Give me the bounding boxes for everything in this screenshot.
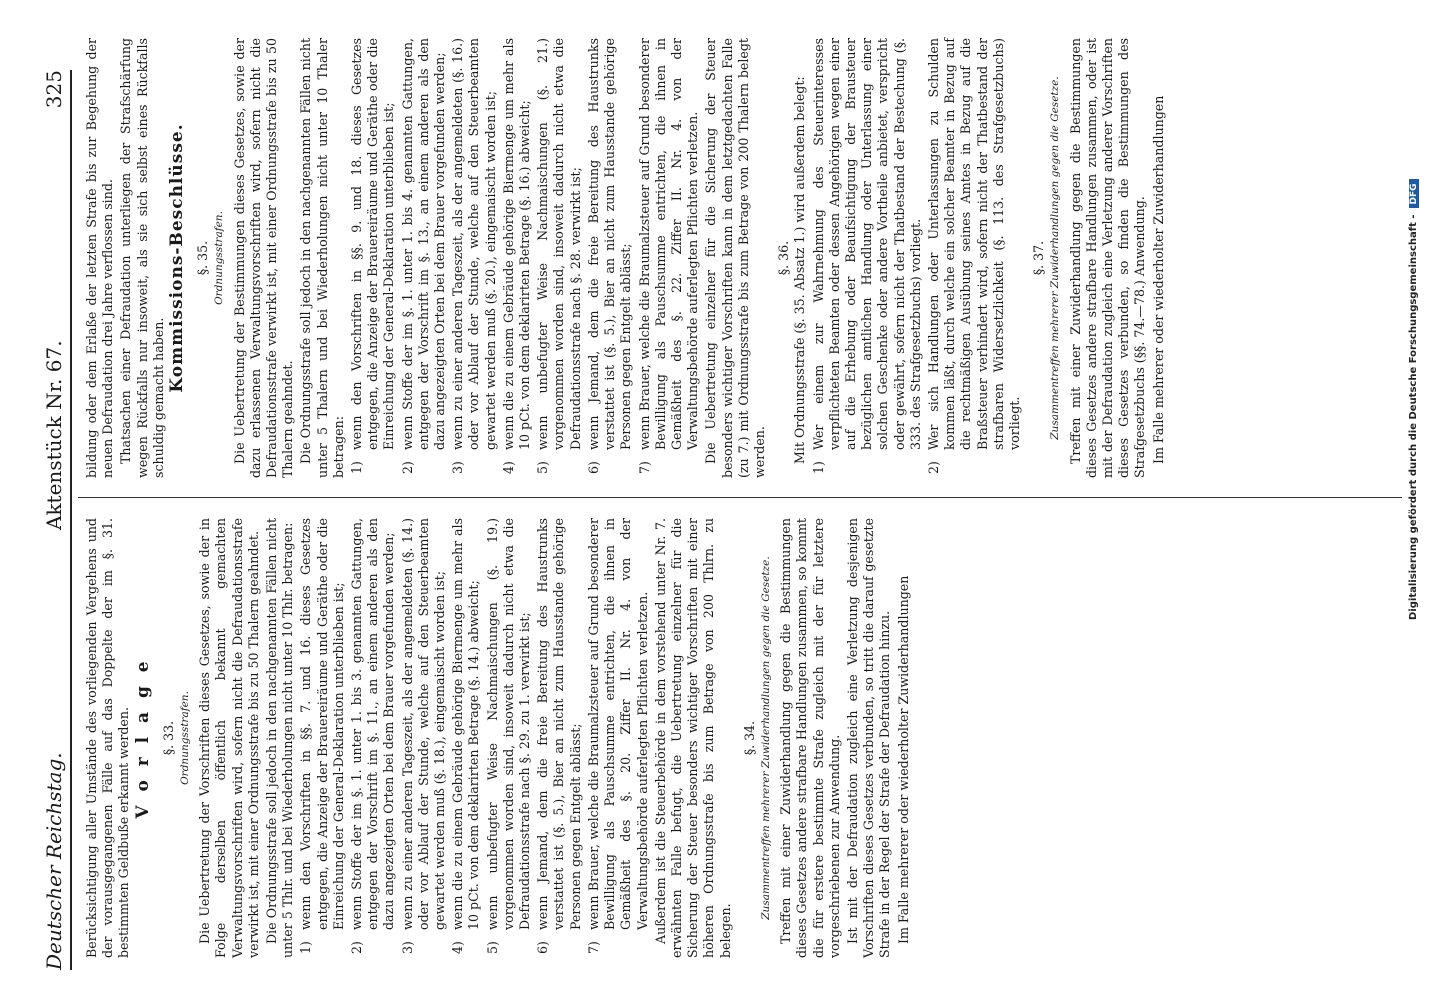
paragraph: Die Uebertretung einzelner für die Sicherung der Steuer besonders wichtiger Vorschriften kann in dem letztgedachten Falle (zu 7.) mit Ordnungsstrafe bis zum Betrage von 200 Thalern belegt werden.	[703, 38, 767, 478]
list-item	[450, 518, 482, 958]
item-text: wenn Brauer, welche die Braumalzsteuer auf Grund besonderer Bewilligung als Pauschsumme entrichten, die ihnen in Gemäßheit des §. 22. Ziffer II. Nr. 4. von der Verwaltungsbehörde auferlegten Pflichten verletzen.	[636, 38, 701, 450]
item-number: 6)	[535, 941, 551, 954]
paragraph: Die Uebertretung der Vorschriften dieses Gesetzes, sowie der in Folge derselben öffentlich bekannt gemachten Verwaltungsvorschriften wird, sofern nicht die Defraudationsstrafe verwirkt ist, mit einer Ordnungsstrafe bis zu 50 Thalern geahndet.	[197, 518, 261, 958]
paragraph: Thatsachen einer Defraudation unterliegen der Strafschärfung wegen Rückfalls nur insoweit, als sie sich selbst eines Rückfalls schuldig gemacht haben.	[118, 38, 166, 478]
header-center: Aktenstück Nr. 67.	[42, 340, 66, 530]
item-text: wenn Jemand, dem die freie Bereitung des Haustrunks verstattet ist (§. 5.), Bier an nicht zum Hausstande gehörige Personen gegen Entgelt ablässt;	[535, 518, 583, 930]
paragraph: Die Uebertretung der Bestimmungen dieses Gesetzes, sowie der dazu erlassenen Verwaltungsvorschriften wird, sofern nicht die Defraudationsstrafe verwirkt ist, mit einer Ordnungsstrafe bis zu 50 Thalern geahndet.	[231, 38, 296, 478]
list-item	[811, 38, 924, 478]
list-item	[485, 518, 534, 958]
list-item	[501, 38, 533, 478]
item-number: 5)	[484, 941, 500, 954]
dfg-badge: DFG	[1409, 179, 1419, 208]
item-text: Wer einem zur Wahrnehmung des Steuerinteresses verpflichteten Beamten oder dessen Angehörigen wegen einer auf die Erhebung oder Beaufsichtigung der Brausteuer bezüglichen amtlichen Handlung oder Unterlassung einer solchen Geschenke oder andere Vortheile anbietet, verspricht oder gewährt, sofern nicht der Thatbestand der Bestechung (§. 333. des Strafgesetzbuchs) vorliegt.	[810, 38, 923, 450]
item-number: 4)	[500, 461, 516, 474]
section-title: §. 34.	[741, 720, 757, 756]
paragraph: Treffen mit einer Zuwiderhandlung gegen die Bestimmungen dieses Gesetzes andere strafbare Handlungen zusammen, oder ist mit der Defraudation zugleich eine Verletzung anderer Vorschriften dieses Gesetzes verbunden, so finden die Bestimmungen des Strafgesetzbuchs (§§. 74.—78.) Anwendung.	[1067, 38, 1148, 478]
list-item	[926, 38, 1023, 478]
item-number: 7)	[585, 941, 601, 954]
section-subtitle: Ordnungsstrafen.	[179, 691, 192, 785]
item-number: 1)	[810, 461, 826, 474]
paragraph: Die Ordnungsstrafe soll jedoch in den nachgenannten Fällen nicht unter 5 Thlr. und bei Wiederholungen nicht unter 10 Thlr. betragen:	[264, 518, 296, 958]
paragraph: Außerdem ist die Steuerbehörde in dem vorstehend unter Nr. 7. erwähnten Falle befugt, die Uebertretung einzelner für die Sicherung der Steuer besonders wichtiger Vorschriften mit einer höheren Ordnungsstrafe bis zum Betrage von 200 Thlrn. zu belegen.	[652, 518, 733, 958]
item-number: 3)	[450, 461, 466, 474]
paragraph: Berücksichtigung aller Umstände des vorliegenden Vergehens und der vorausgegangenen Fälle auf das Doppelte der im §. 31. bestimmten Geldbuße erkannt werden.	[84, 518, 132, 958]
column-vorlage	[84, 518, 914, 958]
section-title: §. 37.	[1031, 240, 1047, 276]
item-text: wenn unbefugter Weise Nachmaischungen (§. 19.) vorgenommen worden sind, insoweit dadurch nicht etwa die Defraudationsstrafe nach §. 29. zu 1. verwirkt ist;	[484, 518, 533, 930]
item-number: 3)	[399, 941, 415, 954]
item-number: 6)	[585, 461, 601, 474]
item-text: Wer sich Handlungen oder Unterlassungen zu Schulden kommen läßt, durch welche ein solcher Beamter in Bezug auf die rechtmäßigen Ausübung seines Amtes in Bezug auf die Braßsteuer verhindert wird, sofern nicht der Thatbestand der strafbaren Widersetzlichkeit (§. 113. des Strafgesetzbuchs) vorliegt.	[925, 38, 1022, 450]
paragraph: Im Falle mehrerer oder wiederholter Zuwiderhandlungen	[1150, 95, 1166, 464]
section-subtitle: Zusammentreffen mehrerer Zuwiderhandlungen gegen die Gesetze.	[1049, 76, 1062, 440]
page-number: 325	[42, 70, 66, 109]
item-text: wenn die zu einem Gebräude gehörige Biermenge um mehr als 10 pCt. von dem deklarirten Betrage (§. 16.) abweicht;	[500, 38, 533, 450]
item-number: 4)	[450, 941, 466, 954]
list-item	[349, 518, 398, 958]
list-item	[349, 38, 398, 478]
item-text: wenn zu einer anderen Tageszeit, als der angemeldeten (§. 14.) oder vor Ablauf der Stunde, welche auf den Steuerbeamten gewartet werden muß (§. 18.), eingemaischt worden ist;	[399, 518, 448, 930]
item-number: 1)	[349, 461, 365, 474]
list-item	[298, 518, 347, 958]
digitization-stamp	[1408, 179, 1419, 620]
paragraph: Ist mit der Defraudation zugleich eine Verletzung desjenigen Vorschriften dieses Gesetzes verbunden, so tritt die darauf gesetzte Strafe in der Regel der Strafe der Defraudation hinzu.	[844, 518, 893, 958]
column-kommission	[84, 38, 1169, 478]
item-text: wenn Jemand, dem die freie Bereitung des Haustrunks verstattet ist (§. 5.), Bier an nicht zum Hausstande gehörige Personen gegen Entgelt ablässt;	[585, 38, 634, 450]
item-number: 5)	[535, 461, 551, 474]
item-number: 2)	[399, 461, 415, 474]
item-number: 2)	[349, 941, 365, 954]
column-title: Kommissions-Beschlüsse.	[167, 123, 188, 393]
item-text: wenn Stoffe der im §. 1. unter 1. bis 3. genannten Gattungen, entgegen der Vorschrift im §. 11., an einem anderen als den dazu angezeigten Orten bei dem Brauer vorgefunden werden;	[349, 518, 397, 930]
list-item	[535, 38, 584, 478]
item-text: wenn zu einer anderen Tageszeit, als der angemeldeten (§. 16.) oder vor Ablauf der Stunde, welche auf den Steuerbeamten gewartet werden muß (§. 20.), eingemaischt worden ist;	[450, 38, 498, 450]
section-subtitle: Ordnungsstrafen.	[213, 211, 226, 305]
list-item	[450, 38, 499, 478]
column-divider	[78, 497, 1402, 498]
list-item	[535, 518, 584, 958]
paragraph: bildung oder dem Erlaße der letzten Strafe bis zur Begehung der neuen Defraudation drei Jahre verflossen sind.	[84, 38, 116, 478]
list-item	[637, 38, 702, 478]
paragraph: Die Ordnungsstrafe soll jedoch in den nachgenannten Fällen nicht unter 5 Thalern und bei Wiederholungen nicht unter 10 Thaler betragen:	[298, 38, 346, 478]
section-subtitle: Zusammentreffen mehrerer Zuwiderhandlungen gegen die Gesetze.	[759, 556, 772, 920]
stamp-text: Digitalisierung gefördert durch die Deutsche Forschungsgemeinschaft -	[1408, 214, 1419, 620]
section-title: §. 35.	[195, 240, 211, 276]
item-text: wenn unbefugter Weise Nachmaischungen (§. 21.) vorgenommen worden sind, insoweit dadurch nicht etwa die Defraudationsstrafe nach §. 28. verwirkt ist;	[535, 38, 583, 450]
column-title: V o r l a g e	[132, 657, 153, 819]
paragraph: Treffen mit einer Zuwiderhandlung gegen die Bestimmungen dieses Gesetzes andere strafbare Handlungen zusammen, so kommt die für erstere bestimmte Strafe zugleich mit der für letztere vorgeschriebenen zur Anwendung.	[778, 518, 842, 958]
header-left: Deutscher Reichstag.	[42, 752, 66, 970]
item-number: 1)	[298, 941, 314, 954]
item-text: wenn Brauer, welche die Braumalzsteuer auf Grund besonderer Bewilligung als Pauschsumme entrichten, die ihnen in Gemäßheit des §. 20. Ziffer II. Nr. 4. von der Verwaltungsbehörde auferlegten Pflichten verletzen.	[585, 518, 650, 930]
item-text: wenn Stoffe der im §. 1. unter 1. bis 4. genannten Gattungen, entgegen der Vorschrift im §. 13., an einem anderen als den dazu angezeigten Orten bei dem Brauer vorgefunden werden;	[399, 38, 448, 450]
section-title: §. 36.	[776, 240, 792, 276]
list-item	[586, 38, 635, 478]
paragraph: Im Falle mehrerer oder wiederholter Zuwiderhandlungen	[895, 575, 911, 944]
page-header	[40, 70, 72, 970]
item-text: wenn die zu einem Gebräude gehörige Biermenge um mehr als 10 pCt. von dem deklarirten Betrage (§. 14.) abweicht;	[450, 518, 482, 930]
list-item	[586, 518, 651, 958]
list-item	[400, 38, 449, 478]
list-item	[400, 518, 449, 958]
section-title: §. 33.	[160, 720, 176, 756]
item-number: 2)	[925, 461, 941, 474]
item-text: wenn den Vorschriften in §§. 7. und 16. dieses Gesetzes entgegen, die Anzeige der Brauereiräume und Geräthe oder die Einreichung der General-Deklaration unterblieben ist;	[298, 518, 346, 930]
item-number: 7)	[636, 461, 652, 474]
item-text: wenn den Vorschriften in §§. 9. und 18. dieses Gesetzes entgegen, die Anzeige der Brauereiräume und Geräthe oder die Einreichung der General-Deklaration unterblieben ist;	[349, 38, 397, 450]
paragraph: Mit Ordnungsstrafe (§. 35. Absatz 1.) wird außerdem belegt:	[792, 76, 808, 464]
